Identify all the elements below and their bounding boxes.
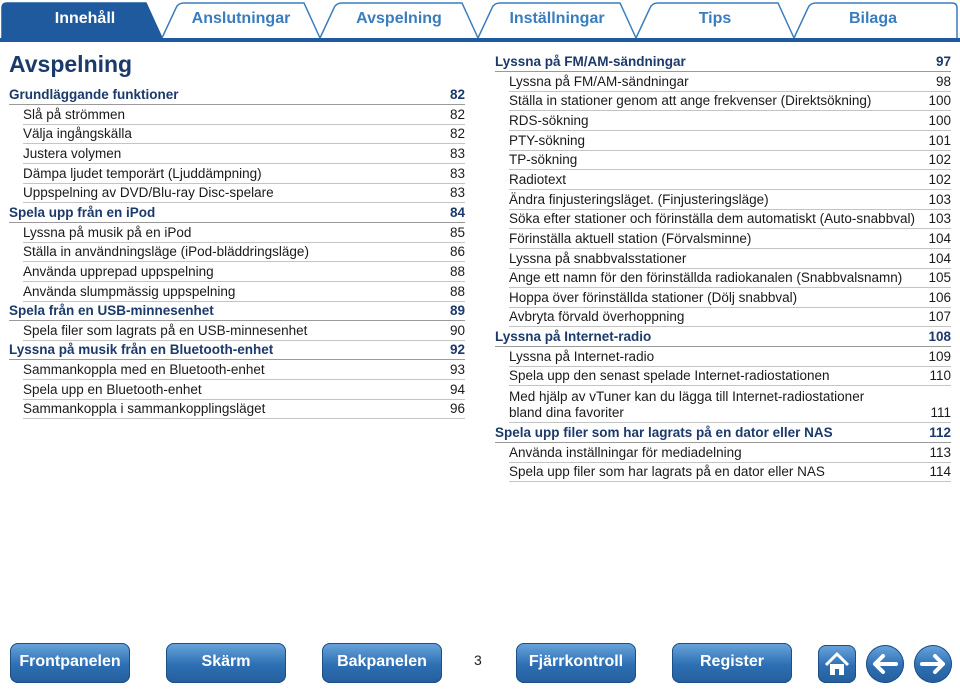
toc-item-title: Välja ingångskälla (23, 126, 132, 142)
toc-item-row[interactable] (23, 263, 465, 282)
toc-item-row[interactable] (23, 145, 465, 164)
toc-item-row[interactable] (509, 230, 951, 249)
toc-item-row[interactable] (509, 73, 951, 92)
index-button[interactable] (672, 643, 792, 683)
toc-page-number: 105 (928, 270, 951, 286)
toc-section-row[interactable] (9, 86, 465, 105)
toc-item-title: Ställa in användningsläge (iPod-bläddringsläge) (23, 244, 309, 260)
toc-page-number: 101 (928, 132, 951, 148)
toc-section-title: Spela upp filer som har lagrats på en dator eller NAS (495, 425, 833, 441)
toc-item-title: Hoppa över förinställda stationer (Dölj snabbval) (509, 289, 798, 305)
home-icon (818, 645, 856, 683)
toc-item-title: Lyssna på musik på en iPod (23, 224, 192, 240)
toc-item-row[interactable] (509, 269, 951, 288)
toc-page-number: 100 (928, 112, 951, 128)
toc-section-title: Lyssna på FM/AM-sändningar (495, 54, 686, 69)
toc-page-number: 104 (928, 230, 951, 246)
toc-item-title: Lyssna på snabbvalsstationer (509, 250, 687, 266)
toc-page-number: 82 (449, 126, 465, 142)
toc-item-row[interactable] (23, 224, 465, 243)
toc-item-row[interactable] (509, 463, 951, 482)
display-label: Skärm (201, 653, 251, 670)
top-tab-bar (0, 0, 960, 44)
toc-page-number: 88 (449, 263, 465, 279)
toc-page-number: 82 (449, 87, 465, 102)
toc-item-row[interactable] (23, 125, 465, 144)
toc-item-row[interactable] (509, 289, 951, 308)
toc-item-row[interactable] (509, 308, 951, 327)
toc-page-number: 97 (935, 54, 951, 69)
tab-appendix[interactable]: Bilaga (848, 10, 897, 27)
toc-page-number: 104 (928, 250, 951, 266)
toc-section-title: Spela från en USB-minnesenhet (9, 303, 214, 319)
toc-page-number: 102 (928, 152, 951, 168)
toc-section-row[interactable] (495, 53, 951, 72)
forward-button[interactable] (914, 645, 952, 683)
back-button[interactable] (866, 645, 904, 683)
toc-item-row[interactable] (23, 322, 465, 341)
toc-page-number: 84 (449, 204, 465, 220)
home-button[interactable] (818, 645, 856, 683)
toc-item-row[interactable] (23, 165, 465, 184)
toc-item-row[interactable] (23, 184, 465, 203)
toc-page-number: 90 (449, 322, 465, 338)
toc-page-number: 103 (928, 191, 951, 207)
toc-section-title: Lyssna på musik från en Bluetooth-enhet (9, 342, 274, 358)
toc-page-number: 100 (928, 93, 951, 109)
toc-item-title: Använda upprepad uppspelning (23, 263, 214, 279)
toc-section-title: Grundläggande funktioner (9, 87, 179, 102)
toc-page-number: 85 (449, 224, 465, 240)
toc-page-number: 83 (449, 145, 465, 161)
toc-item-title: Söka efter stationer och förinställa dem automatiskt (Auto-snabbval) (509, 211, 915, 227)
toc-page-number: 96 (449, 401, 465, 417)
arrow-right-icon (914, 645, 952, 683)
toc-section-title: Spela upp från en iPod (9, 204, 156, 220)
toc-page-number: 103 (928, 211, 951, 227)
toc-item-title: Använda inställningar för mediadelning (509, 444, 742, 460)
toc-item-row[interactable] (23, 243, 465, 262)
toc-item-title: Dämpa ljudet temporärt (Ljuddämpning) (23, 165, 262, 181)
toc-item-title: Spela filer som lagrats på en USB-minnesenhet (23, 322, 308, 338)
toc-item-title: Spela upp den senast spelade Internet-radiostationen (509, 368, 830, 384)
tab-connections[interactable]: Anslutningar (191, 10, 291, 27)
remote-control-label: Fjärrkontroll (528, 653, 624, 670)
remote-control-button[interactable] (516, 643, 636, 683)
toc-page-number: 83 (449, 165, 465, 181)
toc-page-number: 92 (449, 342, 465, 358)
toc-item-row[interactable] (509, 92, 951, 111)
toc-item-title: Använda slumpmässig uppspelning (23, 283, 236, 299)
tab-settings[interactable]: Inställningar (509, 10, 605, 27)
toc-item-row[interactable] (509, 112, 951, 131)
toc-section-row[interactable] (9, 204, 465, 223)
toc-page-number: 89 (449, 303, 465, 319)
toc-item-row[interactable] (23, 381, 465, 400)
toc-item-row[interactable] (23, 361, 465, 380)
toc-item-title: Radiotext (509, 171, 567, 187)
toc-section-row[interactable] (9, 302, 465, 321)
toc-section-row[interactable] (495, 328, 951, 347)
toc-page-number: 110 (929, 368, 951, 384)
toc-item-title: TP-sökning (509, 152, 578, 168)
page-title: Avspelning (9, 51, 133, 77)
toc-item-title: Justera volymen (23, 145, 122, 161)
toc-item-title: Spela upp en Bluetooth-enhet (23, 381, 202, 397)
toc-section-row[interactable] (495, 424, 951, 443)
toc-item-title: RDS-sökning (509, 112, 589, 128)
toc-item-row[interactable] (23, 283, 465, 302)
front-panel-label: Frontpanelen (19, 653, 121, 670)
toc-page-number: 86 (449, 244, 465, 260)
toc-page-number: 98 (935, 73, 951, 89)
toc-item-title: Uppspelning av DVD/Blu-ray Disc-spelare (23, 185, 274, 201)
toc-item-title: Slå på strömmen (23, 106, 126, 122)
front-panel-button[interactable] (10, 643, 130, 683)
toc-page-number: 107 (928, 309, 951, 325)
toc-page-number: 111 (930, 405, 951, 421)
toc-item-row[interactable] (509, 250, 951, 269)
toc-item-row[interactable] (509, 151, 951, 170)
toc-item-title: PTY-sökning (509, 132, 586, 148)
toc-item-title: Avbryta förvald överhoppning (509, 309, 685, 325)
toc-item-row[interactable] (23, 106, 465, 125)
toc-item-row[interactable] (509, 171, 951, 190)
toc-page-number: 114 (929, 464, 951, 480)
toc-item-row[interactable] (509, 444, 951, 463)
toc-item-title: Med hjälp av vTuner kan du lägga till Internet-radiostationer bland dina favoriter (509, 389, 865, 421)
tab-tips[interactable]: Tips (698, 10, 732, 27)
toc-page-number: 93 (449, 362, 465, 378)
toc-item-title: Sammankoppla i sammankopplingsläget (23, 401, 266, 417)
toc-item-title: Lyssna på Internet-radio (509, 348, 655, 364)
toc-item-title: Ange ett namn för den förinställda radiokanalen (Snabbvalsnamn) (509, 270, 903, 286)
toc-page-number: 108 (928, 329, 951, 345)
toc-item-row[interactable] (23, 400, 465, 419)
toc-page-number: 106 (928, 289, 951, 305)
toc-item-title: Sammankoppla med en Bluetooth-enhet (23, 362, 265, 378)
toc-item-row[interactable] (509, 191, 951, 210)
page-number: 3 (474, 652, 482, 668)
toc-item-title: Ändra finjusteringsläget. (Finjusteringsläge) (509, 191, 769, 207)
tab-underline (0, 38, 960, 42)
display-button[interactable] (166, 643, 286, 683)
index-label: Register (699, 653, 765, 670)
toc-section-row[interactable] (9, 341, 465, 360)
toc-page-number: 109 (928, 348, 951, 364)
toc-item-title: Förinställa aktuell station (Förvalsminne) (509, 230, 752, 246)
toc-item-title: Ställa in stationer genom att ange frekvenser (Direktsökning) (509, 93, 872, 109)
toc-item-row[interactable] (509, 387, 951, 423)
tab-playback[interactable]: Avspelning (356, 10, 442, 27)
rear-panel-label: Bakpanelen (337, 653, 427, 670)
toc-page-number: 83 (449, 185, 465, 201)
toc-item-title: Lyssna på FM/AM-sändningar (509, 73, 689, 89)
toc-page-number: 88 (449, 283, 465, 299)
toc-page-number: 94 (449, 381, 465, 397)
toc-item-row[interactable] (509, 210, 951, 229)
rear-panel-button[interactable] (322, 643, 442, 683)
toc-page-number: 102 (928, 171, 951, 187)
toc-page-number: 82 (449, 106, 465, 122)
toc-item-row[interactable] (509, 348, 951, 367)
arrow-left-icon (866, 645, 904, 683)
toc-item-row[interactable] (509, 132, 951, 151)
toc-page-number: 112 (929, 425, 951, 441)
toc-page-number: 113 (929, 444, 951, 460)
toc-item-row[interactable] (509, 367, 951, 386)
toc-item-title: Spela upp filer som har lagrats på en dator eller NAS (509, 464, 825, 480)
tab-contents[interactable]: Innehåll (54, 10, 116, 27)
toc-section-title: Lyssna på Internet-radio (495, 329, 652, 345)
